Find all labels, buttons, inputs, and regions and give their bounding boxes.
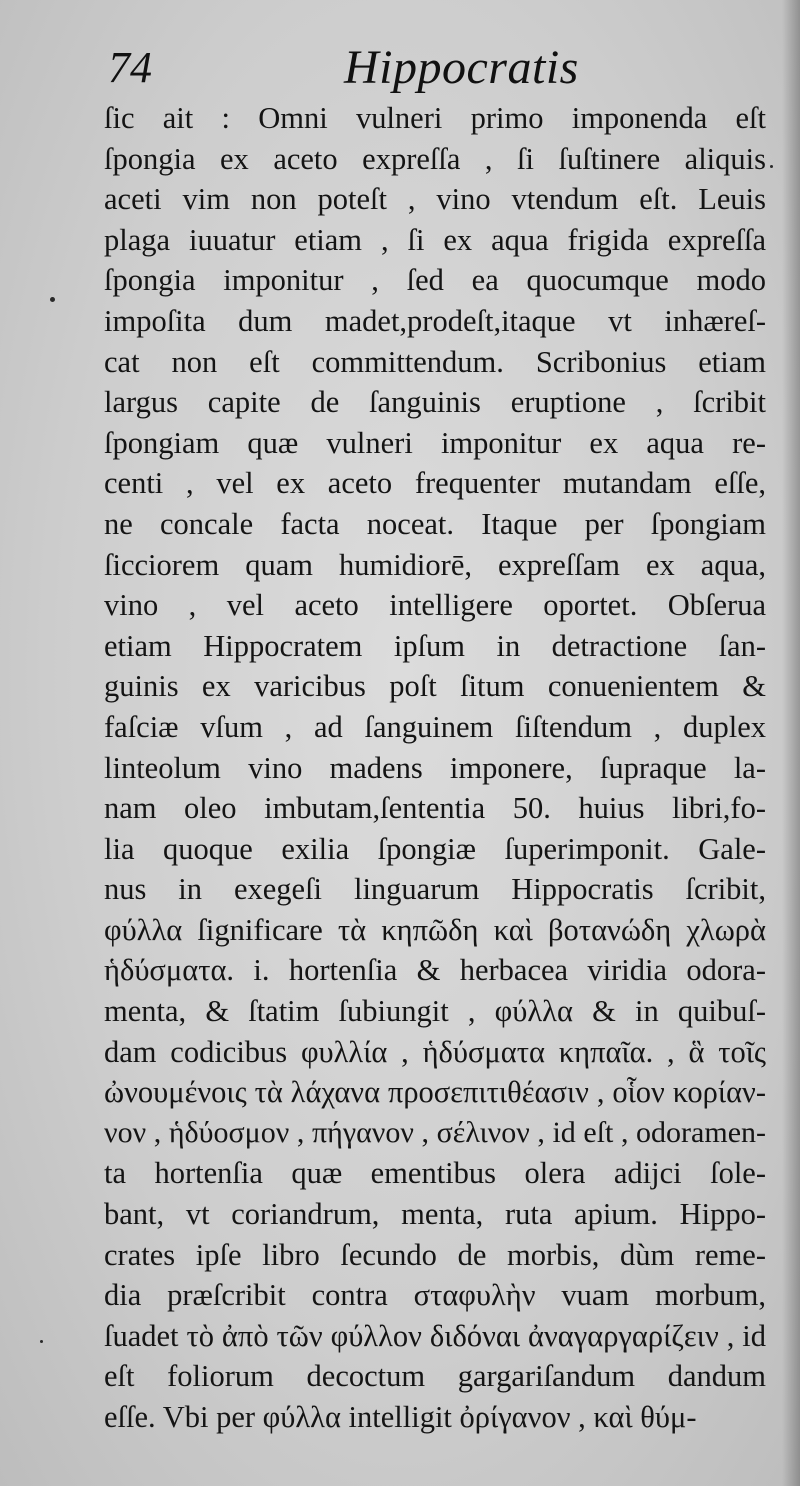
page-edge-shadow <box>782 0 800 1486</box>
text-line: linteolum vino madens imponere, ſupraque la- <box>104 750 766 785</box>
text-line: largus capite de ſanguinis eruptione , ſcribit <box>104 385 766 420</box>
text-line: eſt foliorum decoctum gargariſandum dandum <box>104 1359 766 1394</box>
text-line: dia præſcribit contra σταφυλὴν vuam morbum, <box>104 1278 766 1313</box>
body-text <box>104 98 766 1438</box>
text-line: crates ipſe libro ſecundo de morbis, dùm reme- <box>104 1237 766 1272</box>
text-line: ſuadet τὸ ἀπὸ τῶν φύλλον διδόναι ἀναγαργαρίζειν , id <box>104 1318 766 1353</box>
text-line: centi , vel ex aceto frequenter mutandam eſſe, <box>104 466 766 501</box>
text-line: vino , vel aceto intelligere oportet. Obſerua <box>104 588 766 623</box>
text-line: faſciæ vſum , ad ſanguinem ſiſtendum , duplex <box>104 709 766 744</box>
text-line: ſpongia imponitur , ſed ea quocumque modo <box>104 263 766 298</box>
text-line: φύλλα ſignificare τὰ κηπῶδη καὶ βοτανώδη χλωρὰ <box>104 912 766 947</box>
text-line: ἡδύσματα. i. hortenſia & herbacea viridia odora- <box>104 953 766 988</box>
text-line: ſic ait : Omni vulneri primo imponenda eſt <box>104 101 766 135</box>
text-line: ne concale facta noceat. Itaque per ſpongiam <box>104 506 766 541</box>
page-number: 74 <box>108 43 152 92</box>
page-header <box>108 40 758 100</box>
text-line: ſpongiam quæ vulneri imponitur ex aqua re- <box>104 425 766 460</box>
running-head: Hippocratis <box>344 41 579 94</box>
text-line: lia quoque exilia ſpongiæ ſuperimponit. Gale- <box>104 831 766 866</box>
text-line: ſpongia ex aceto expreſſa , ſi ſuſtinere aliquis <box>104 141 766 176</box>
text-line: νον , ἡδύοσμον , πήγανον , σέλινον , id eſt , odoramen- <box>104 1115 766 1149</box>
text-line: plaga iuuatur etiam , ſi ex aqua frigida expreſſa <box>104 222 766 257</box>
text-line: cat non eſt committendum. Scribonius etiam <box>104 344 766 379</box>
text-line: menta, & ſtatim ſubiungit , φύλλα & in quibuſ- <box>104 994 766 1029</box>
paper-speck <box>770 165 773 168</box>
text-line: nam oleo imbutam,ſententia 50. huius libri,fo- <box>104 791 766 826</box>
text-line: ſicciorem quam humidiorē, expreſſam ex aqua, <box>104 547 766 582</box>
text-line: nus in exegeſi linguarum Hippocratis ſcribit, <box>104 872 766 907</box>
text-line: dam codicibus φυλλία , ἡδύσματα κηπαῖα. , ἃ τοῖς <box>104 1034 766 1069</box>
text-line: etiam Hippocratem ipſum in detractione ſan- <box>104 628 766 663</box>
text-line: impoſita dum madet,prodeſt,itaque vt inhæreſ- <box>104 303 766 338</box>
paper-speck <box>50 297 55 302</box>
text-line: ta hortenſia quæ ementibus olera adijci ſole- <box>104 1156 766 1191</box>
text-line: aceti vim non poteſt , vino vtendum eſt. Leuis <box>104 182 766 217</box>
text-line: bant, vt coriandrum, menta, ruta apium. Hippo- <box>104 1197 766 1232</box>
paper-speck <box>40 1340 43 1343</box>
text-line: eſſe. Vbi per φύλλα intelligit ὀρίγανον , καὶ θύμ- <box>104 1400 697 1434</box>
text-line: guinis ex varicibus poſt ſitum conuenientem & <box>104 669 766 704</box>
text-line: ὠνουμένοις τὰ λάχανα προσεπιτιθέασιν , οἷον κορίαν- <box>104 1075 766 1110</box>
